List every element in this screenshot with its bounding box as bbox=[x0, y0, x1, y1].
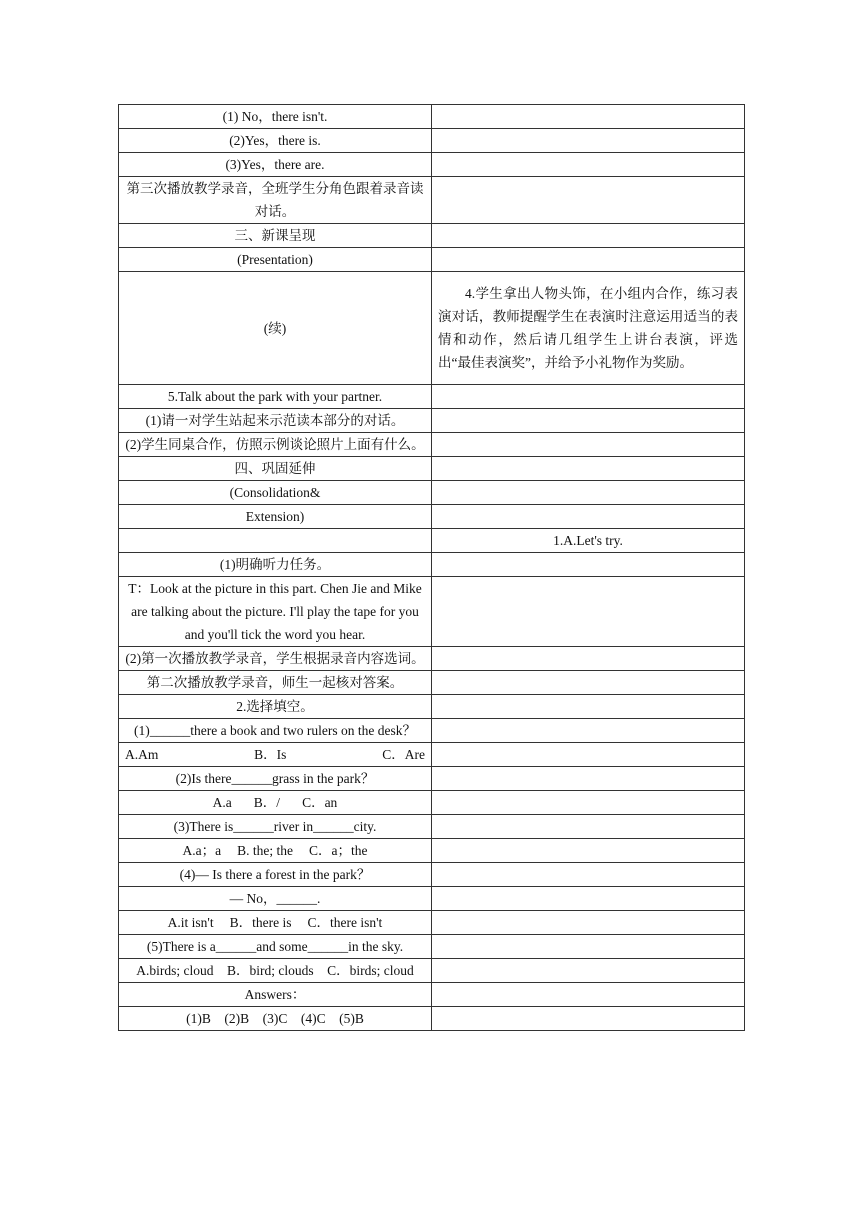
option-b: B. the; the bbox=[237, 843, 293, 858]
table-row bbox=[119, 839, 745, 863]
right-cell bbox=[432, 839, 745, 863]
option-a: A.Am bbox=[125, 747, 159, 762]
left-cell: T：Look at the picture in this part. Chen Jie and Mike are talking about the picture. I'll play the tape for you and you'll tick the word you hear. bbox=[119, 577, 432, 647]
question-2-options bbox=[119, 791, 432, 815]
right-cell bbox=[432, 385, 745, 409]
question-5-options: A.birds; cloud B．bird; clouds C．birds; cloud bbox=[119, 959, 432, 983]
right-cell bbox=[432, 959, 745, 983]
table-row bbox=[119, 767, 745, 791]
right-cell bbox=[432, 577, 745, 647]
option-c: C．a；the bbox=[308, 843, 368, 858]
question-5: (5)There is a______and some______in the sky. bbox=[119, 935, 432, 959]
right-cell bbox=[432, 911, 745, 935]
right-cell bbox=[432, 1007, 745, 1031]
table-row bbox=[119, 409, 745, 433]
right-cell bbox=[432, 433, 745, 457]
right-cell bbox=[432, 409, 745, 433]
table-row bbox=[119, 719, 745, 743]
table-row bbox=[119, 791, 745, 815]
table-row bbox=[119, 272, 745, 385]
option-b: B．/ bbox=[253, 795, 281, 810]
table-row bbox=[119, 887, 745, 911]
left-cell: 第三次播放教学录音，全班学生分角色跟着录音读对话。 bbox=[119, 177, 432, 224]
answers-key: (1)B (2)B (3)C (4)C (5)B bbox=[119, 1007, 432, 1031]
table-row bbox=[119, 129, 745, 153]
right-cell bbox=[432, 671, 745, 695]
question-4-options bbox=[119, 911, 432, 935]
option-b: B．Is bbox=[254, 747, 287, 762]
table-row bbox=[119, 433, 745, 457]
option-b: B．there is bbox=[229, 915, 292, 930]
right-cell bbox=[432, 647, 745, 671]
section-heading-en: (Presentation) bbox=[119, 248, 432, 272]
option-a: A.it isn't bbox=[167, 915, 214, 930]
right-cell bbox=[432, 983, 745, 1007]
right-cell bbox=[432, 505, 745, 529]
left-cell: (1)请一对学生站起来示范读本部分的对话。 bbox=[119, 409, 432, 433]
left-cell: (3)Yes，there are. bbox=[119, 153, 432, 177]
left-cell: (2)第一次播放教学录音，学生根据录音内容选词。 bbox=[119, 647, 432, 671]
left-cell: 2.选择填空。 bbox=[119, 695, 432, 719]
right-cell bbox=[432, 177, 745, 224]
option-c: C．there isn't bbox=[307, 915, 383, 930]
table-row bbox=[119, 695, 745, 719]
section-heading: 四、巩固延伸 bbox=[119, 457, 432, 481]
right-cell bbox=[432, 105, 745, 129]
table-row bbox=[119, 105, 745, 129]
right-cell bbox=[432, 224, 745, 248]
question-4: (4)— Is there a forest in the park？ bbox=[119, 863, 432, 887]
table-row bbox=[119, 935, 745, 959]
left-cell: 5.Talk about the park with your partner. bbox=[119, 385, 432, 409]
section-heading-en: Extension) bbox=[119, 505, 432, 529]
question-2: (2)Is there______grass in the park？ bbox=[119, 767, 432, 791]
table-row bbox=[119, 863, 745, 887]
left-cell: (1)明确听力任务。 bbox=[119, 553, 432, 577]
question-1-options bbox=[119, 743, 432, 767]
question-4-answer: — No，______. bbox=[119, 887, 432, 911]
left-cell bbox=[119, 529, 432, 553]
question-3: (3)There is______river in______city. bbox=[119, 815, 432, 839]
right-cell bbox=[432, 481, 745, 505]
table-row bbox=[119, 481, 745, 505]
question-1: (1)______there a book and two rulers on the desk？ bbox=[119, 719, 432, 743]
right-cell bbox=[432, 887, 745, 911]
right-cell bbox=[432, 791, 745, 815]
table-row bbox=[119, 505, 745, 529]
right-cell bbox=[432, 248, 745, 272]
section-heading: 三、新课呈现 bbox=[119, 224, 432, 248]
right-cell bbox=[432, 719, 745, 743]
option-c: C．Are bbox=[382, 747, 425, 762]
right-cell bbox=[432, 129, 745, 153]
table-row bbox=[119, 815, 745, 839]
table-row bbox=[119, 743, 745, 767]
table-row bbox=[119, 385, 745, 409]
answers-label: Answers： bbox=[119, 983, 432, 1007]
right-cell bbox=[432, 457, 745, 481]
table-row bbox=[119, 553, 745, 577]
table-row bbox=[119, 671, 745, 695]
right-cell bbox=[432, 863, 745, 887]
right-cell bbox=[432, 553, 745, 577]
option-a: A.a；a bbox=[182, 843, 222, 858]
table-row bbox=[119, 983, 745, 1007]
table-row bbox=[119, 529, 745, 553]
right-cell bbox=[432, 743, 745, 767]
right-cell bbox=[432, 935, 745, 959]
table-row bbox=[119, 224, 745, 248]
activity-description: 4.学生拿出人物头饰，在小组内合作，练习表演对话，教师提醒学生在表演时注意运用适当的表情和动作，然后请几组学生上讲台表演，评选出“最佳表演奖”，并给予小礼物作为奖励。 bbox=[432, 272, 745, 385]
table-row bbox=[119, 647, 745, 671]
table-row bbox=[119, 577, 745, 647]
question-3-options bbox=[119, 839, 432, 863]
table-row bbox=[119, 457, 745, 481]
activity-title: 1.A.Let's try. bbox=[432, 529, 745, 553]
left-cell: (2)学生同桌合作，仿照示例谈论照片上面有什么。 bbox=[119, 433, 432, 457]
table-row bbox=[119, 177, 745, 224]
table-row bbox=[119, 248, 745, 272]
lesson-plan-table bbox=[118, 104, 745, 1031]
right-cell bbox=[432, 695, 745, 719]
table-row bbox=[119, 911, 745, 935]
right-cell bbox=[432, 767, 745, 791]
table-row bbox=[119, 153, 745, 177]
table-row bbox=[119, 1007, 745, 1031]
option-c: C．an bbox=[302, 795, 338, 810]
option-a: A.a bbox=[212, 795, 232, 810]
left-cell: (2)Yes，there is. bbox=[119, 129, 432, 153]
left-cell: 第二次播放教学录音，师生一起核对答案。 bbox=[119, 671, 432, 695]
right-cell bbox=[432, 153, 745, 177]
right-cell bbox=[432, 815, 745, 839]
left-cell: (1) No，there isn't. bbox=[119, 105, 432, 129]
table-row bbox=[119, 959, 745, 983]
section-heading-en: (Consolidation& bbox=[119, 481, 432, 505]
continued-label: (续) bbox=[119, 272, 432, 385]
